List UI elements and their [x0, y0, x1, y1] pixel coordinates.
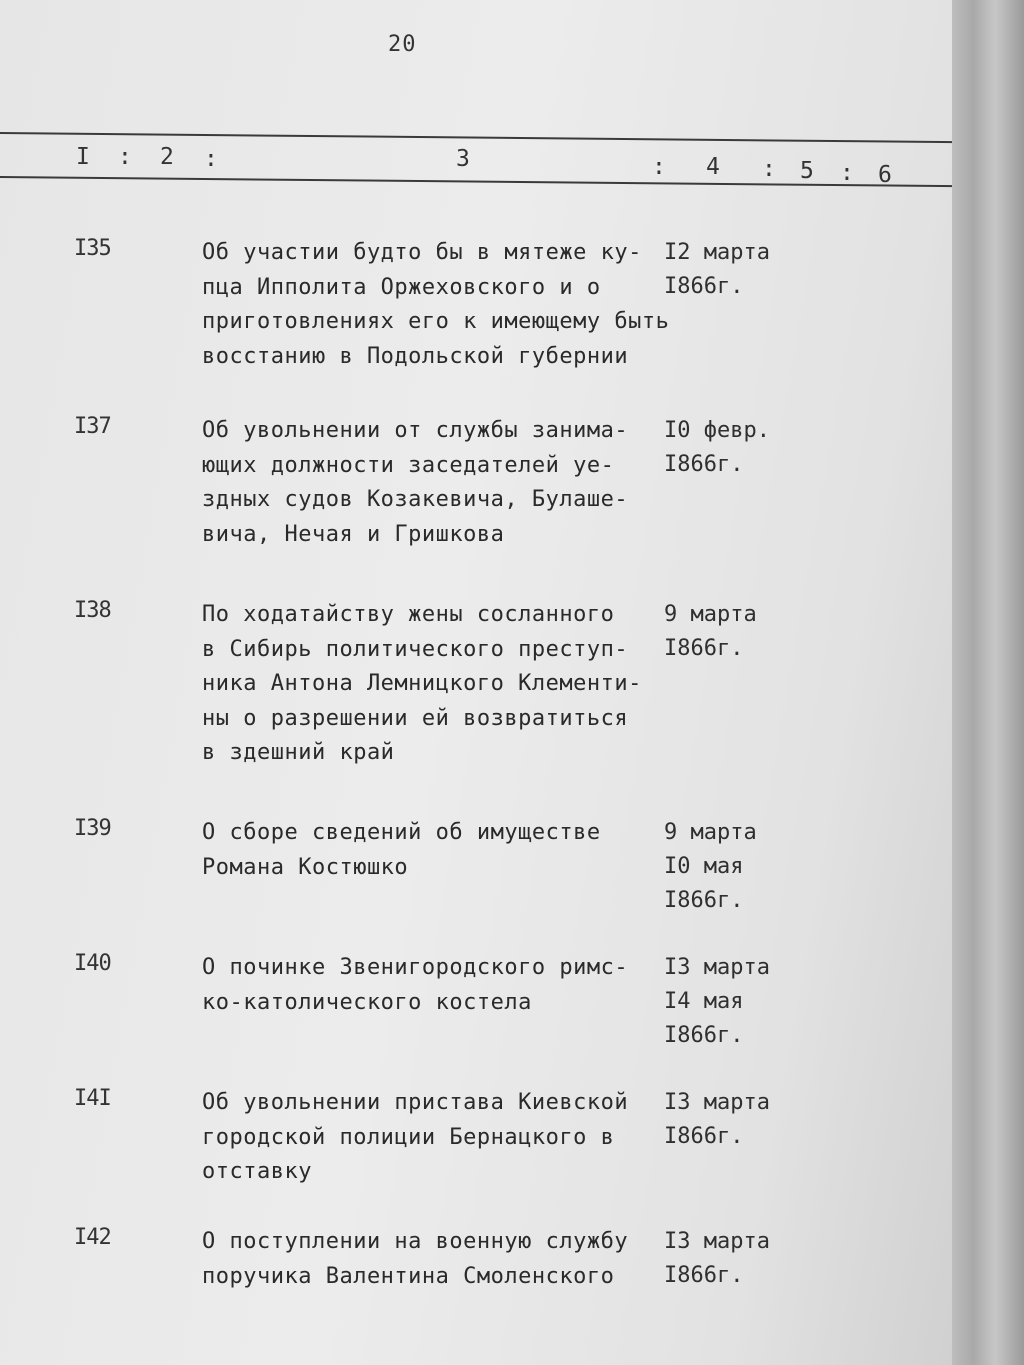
- date-line: I3 марта: [664, 1090, 770, 1115]
- description-line: в Сибирь политического преступ-: [202, 636, 629, 662]
- column-separator: :: [840, 160, 854, 186]
- entry-description: [202, 414, 672, 552]
- column-header-3: 3: [456, 146, 470, 172]
- entry-number: I39: [74, 816, 111, 841]
- entry-description: [202, 1225, 672, 1294]
- date-line: I866г.: [664, 1124, 744, 1149]
- entry-date: [664, 236, 770, 304]
- date-line: I2 марта: [664, 240, 770, 265]
- date-line: 9 марта: [664, 820, 757, 845]
- entry-date: [664, 1086, 770, 1154]
- description-line: О починке Звенигородского римс-: [202, 955, 629, 980]
- description-line: ющих должности заседателей уе-: [202, 452, 615, 478]
- description-line: в здешний край: [202, 740, 395, 765]
- description-line: Романа Костюшко: [202, 854, 409, 880]
- entry-description: [202, 951, 672, 1020]
- entry-description: [202, 816, 672, 885]
- description-line: пца Ипполита Оржеховского и о: [202, 274, 601, 300]
- entry-date: [664, 598, 757, 666]
- entry-number: I40: [74, 951, 111, 976]
- description-line: Об участии будто бы в мятеже ку-: [202, 240, 642, 265]
- description-line: О сборе сведений об имуществе: [202, 820, 601, 845]
- column-header-2: 2: [160, 144, 174, 170]
- column-separator: :: [652, 154, 666, 180]
- entry-number: I4I: [74, 1086, 111, 1111]
- entry-number: I42: [74, 1225, 111, 1250]
- entry-date: [664, 816, 757, 918]
- entry-date: [664, 951, 770, 1053]
- description-line: Об увольнении пристава Киевской: [202, 1090, 629, 1115]
- entry-date: [664, 1225, 770, 1293]
- entry-number: I35: [74, 236, 111, 261]
- description-line: По ходатайству жены сосланного: [202, 602, 615, 627]
- date-line: I866г.: [664, 888, 744, 913]
- column-separator: :: [204, 146, 218, 172]
- date-line: I4 мая: [664, 989, 744, 1014]
- column-separator: :: [762, 156, 776, 182]
- description-line: ника Антона Лемницкого Клементи-: [202, 671, 642, 696]
- entry-number: I38: [74, 598, 111, 623]
- date-line: I866г.: [664, 452, 744, 477]
- entry-date: [664, 414, 770, 482]
- description-line: ны о разрешении ей возвратиться: [202, 705, 629, 731]
- date-line: I866г.: [664, 1263, 744, 1288]
- column-header-6: 6: [878, 162, 892, 188]
- header-bottom-rule: [0, 176, 968, 187]
- description-line: приготовлениях его к имеющему быть: [202, 309, 670, 334]
- entry-number: I37: [74, 414, 111, 439]
- description-line: поручика Валентина Смоленского: [202, 1263, 615, 1289]
- description-line: отставку: [202, 1159, 312, 1184]
- date-line: 9 марта: [664, 602, 757, 627]
- entry-description: [202, 236, 672, 374]
- description-line: ко-католического костела: [202, 989, 532, 1015]
- description-line: Об увольнении от службы занима-: [202, 418, 629, 443]
- description-line: городской полиции Бернацкого в: [202, 1124, 615, 1150]
- date-line: I0 февр.: [664, 418, 770, 443]
- description-line: вича, Нечая и Гришкова: [202, 521, 505, 547]
- entry-description: [202, 1086, 672, 1190]
- description-line: здных судов Козакевича, Булаше-: [202, 487, 629, 512]
- description-line: восстанию в Подольской губернии: [202, 343, 629, 369]
- date-line: I866г.: [664, 636, 744, 661]
- date-line: I866г.: [664, 1023, 744, 1048]
- page-edge: [952, 0, 1024, 1365]
- date-line: I0 мая: [664, 854, 744, 879]
- date-line: I3 марта: [664, 955, 770, 980]
- column-separator: :: [118, 144, 132, 170]
- column-header-4: 4: [706, 154, 720, 180]
- description-line: О поступлении на военную службу: [202, 1229, 629, 1254]
- column-header-1: I: [76, 144, 90, 170]
- date-line: I3 марта: [664, 1229, 770, 1254]
- page-number: 20: [388, 32, 417, 57]
- column-header-5: 5: [800, 158, 814, 184]
- entry-description: [202, 598, 672, 771]
- header-top-rule: [0, 132, 968, 143]
- date-line: I866г.: [664, 274, 744, 299]
